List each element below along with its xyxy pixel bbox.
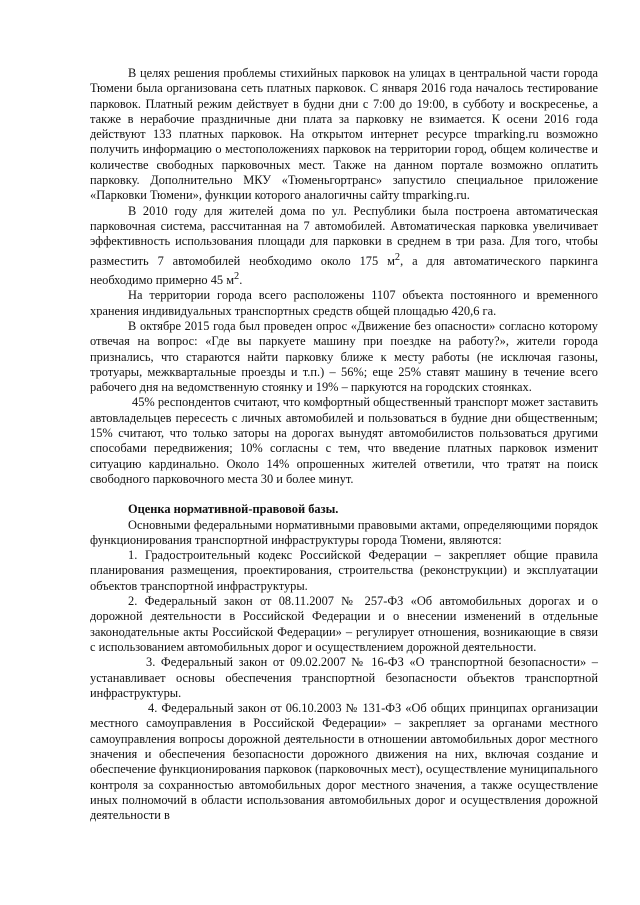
paragraph-automatic-parking: [90, 204, 598, 289]
superscript-squared: 2: [394, 251, 401, 263]
section-heading: Оценка нормативной-правовой базы.: [128, 502, 339, 517]
paragraph-automatic-parking-text: В 2010 году для жителей дома по ул. Республики была построена автоматическая парковочная система, рассчитанная на 7 автомобилей. Автоматическая парковка увеличивает эффективность использования площади для парковки в среднем в три раза. Для того, чтобы разместить 7 автомобилей необходимо около 175 м: [90, 203, 598, 268]
paragraph-paid-parking: В целях решения проблемы стихийных парковок на улицах в центральной части города Тюмени была организована сеть платных парковок. С января 2016 года началось тестирование парковок. Платный режим действует в будни дни с 7:00 до 19:00, в субботу и воскресенье, а также в нерабочие праздничные дни плата за парковку не взимается. К осени 2016 года действуют 133 платных парковок. На открытом интернет ресурсе tmparking.ru возможно получить информацию о местоположениях парковок на территории город, общем количестве и количестве свободных парковочных мест. Также на данном портале возможно оплатить парковку. Дополнительно МКУ «Тюменьгортранс» запустило специальное приложение «Парковки Тюмени», функции которого аналогичны сайту tmparking.ru.: [90, 66, 598, 203]
list-item-legal-4: 4. Федеральный закон от 06.10.2003 № 131-ФЗ «Об общих принципах организации местного самоуправления в Российской Федерации» – закрепляет за органами местного самоуправления вопросы дорожной деятельности в отношении автомобильных дорог местного значения и обеспечения безопасности дорожного движения на них, включая создание и обеспечение функционирования парковок (парковочных мест), осуществление муниципального контроля за сохранностью автомобильных дорог местного значения, а также осуществление иных полномочий в области использования автомобильных дорог и осуществления дорожной деятельности в: [90, 701, 598, 823]
paragraph-parking-objects: На территории города всего расположены 1107 объекта постоянного и временного хранения индивидуальных транспортных средств общей площадью 420,6 га.: [90, 288, 598, 318]
superscript-squared-2: 2: [234, 270, 240, 282]
paragraph-automatic-parking-text-2: , а для автоматического паркинга необходимо примерно 45 м: [90, 253, 598, 288]
list-item-legal-1: 1. Градостроительный кодекс Российской Федерации – закрепляет общие правила планирования размещения, проектирования, строительства (реконструкции) и эксплуатации объектов транспортной инфраструктуры.: [90, 548, 598, 593]
list-item-legal-2: 2. Федеральный закон от 08.11.2007 № 257-ФЗ «Об автомобильных дорогах и о дорожной деятельности в Российской Федерации и о внесении изменений в отдельные законодательные акты Российской Федерации» – регулирует отношения, возникающие в связи с использованием автомобильных дорог и осуществлением дорожной деятельности.: [90, 594, 598, 654]
paragraph-survey: В октябре 2015 года был проведен опрос «Движение без опасности» согласно которому отвечая на вопрос: «Где вы паркуете машину при поездке на работу?», жители города признались, что стараются найти парковку ближе к месту работы (не исключая газоны, тротуары, межквартальные проезды и т.п.) – 56%; еще 25% ставят машину в течение всего рабочего дня на ведомственную стоянку и 19% – паркуются на городских стоянках.: [90, 319, 598, 395]
paragraph-respondents: 45% респондентов считают, что комфортный общественный транспорт может заставить автовладельцев пересесть с личных автомобилей и пользоваться в будние дни общественным; 15% считают, что только заторы на дорогах вынудят автомобилистов пользоваться другими способами передвижения; 10% согласны с тем, что введение платных парковок изменит ситуацию кардинально. Около 14% опрошенных жителей ответили, что тратят на поиск свободного парковочного места 30 и более минут.: [90, 395, 598, 486]
list-item-legal-3: 3. Федеральный закон от 09.02.2007 № 16-ФЗ «О транспортной безопасности» – устанавливает основы обеспечения транспортной безопасности объектов транспортной инфраструктуры.: [90, 655, 598, 700]
paragraph-legal-intro: Основными федеральными нормативными правовыми актами, определяющими порядок функционирования транспортной инфраструктуры города Тюмени, являются:: [90, 517, 598, 547]
section-gap: [90, 487, 598, 502]
paragraph-automatic-parking-period: .: [239, 273, 243, 288]
